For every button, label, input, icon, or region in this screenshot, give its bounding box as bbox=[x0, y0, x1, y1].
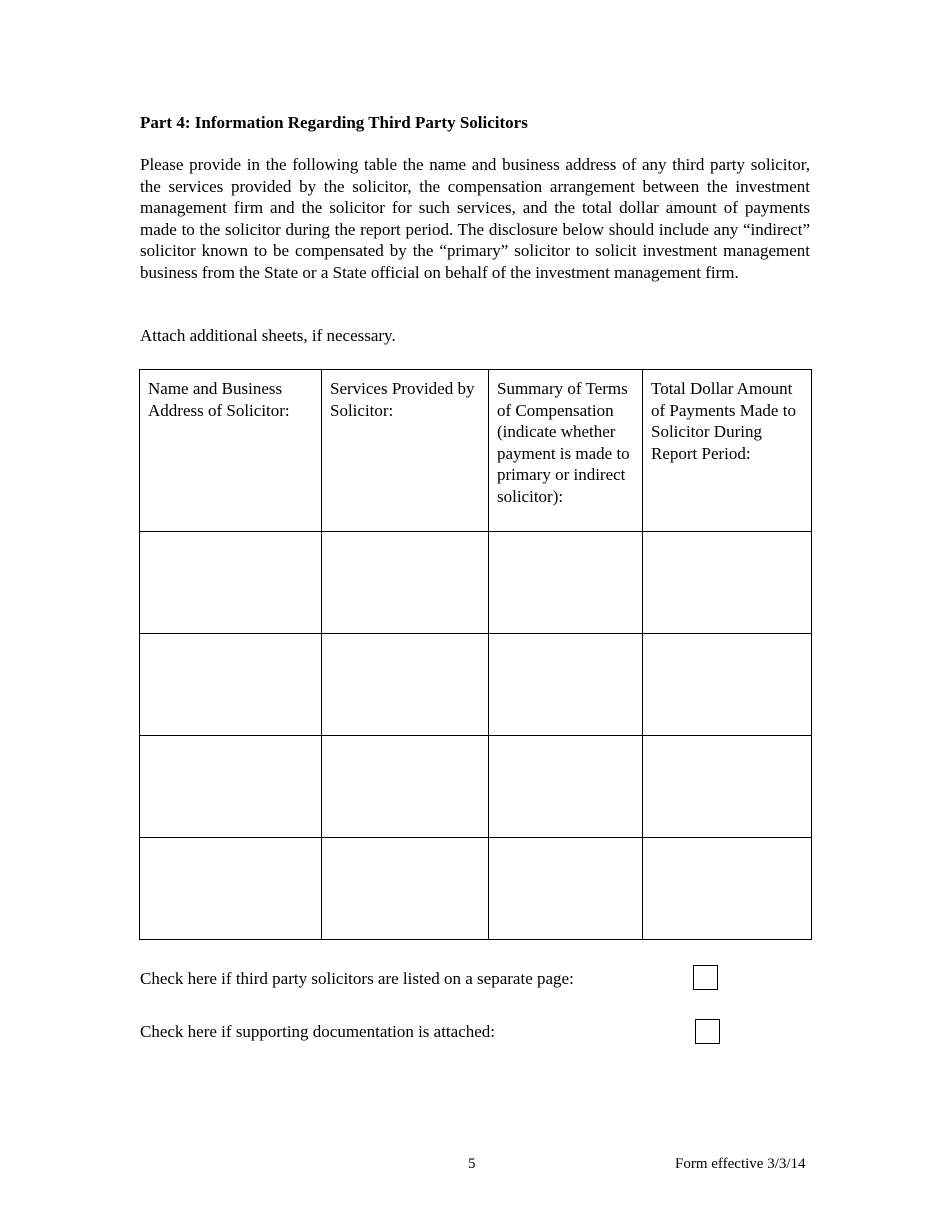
attach-note: Attach additional sheets, if necessary. bbox=[140, 326, 396, 345]
cell-name-address[interactable] bbox=[140, 838, 322, 940]
cell-services[interactable] bbox=[322, 532, 489, 634]
header-compensation-terms: Summary of Terms of Compensation (indicate whether payment is made to primary or indirect solicitor): bbox=[489, 370, 643, 532]
table-row bbox=[140, 736, 812, 838]
cell-compensation-terms[interactable] bbox=[489, 736, 643, 838]
intro-paragraph: Please provide in the following table the name and business address of any third party solicitor, the services provided by the solicitor, the compensation arrangement between the investment management firm and the solicitor for such services, and the total dollar amount of payments made to the solicitor during the report period. The disclosure below should include any “indirect” solicitor known to be compensated by the “primary” solicitor to solicit investment management business from the State or a State official on behalf of the investment management firm. bbox=[140, 155, 810, 282]
cell-compensation-terms[interactable] bbox=[489, 634, 643, 736]
separate-page-checkbox[interactable] bbox=[693, 965, 718, 990]
page-number: 5 bbox=[468, 1156, 476, 1172]
cell-total-payments[interactable] bbox=[643, 532, 812, 634]
supporting-docs-check-label: Check here if supporting documentation is attached: bbox=[140, 1022, 496, 1041]
cell-total-payments[interactable] bbox=[643, 838, 812, 940]
header-services: Services Provided by Solicitor: bbox=[322, 370, 489, 532]
cell-name-address[interactable] bbox=[140, 634, 322, 736]
header-name-address: Name and Business Address of Solicitor: bbox=[140, 370, 322, 532]
supporting-docs-checkbox[interactable] bbox=[695, 1019, 720, 1044]
cell-services[interactable] bbox=[322, 736, 489, 838]
cell-compensation-terms[interactable] bbox=[489, 838, 643, 940]
table-row bbox=[140, 532, 812, 634]
header-total-payments: Total Dollar Amount of Payments Made to Solicitor During Report Period: bbox=[643, 370, 812, 532]
table-row bbox=[140, 838, 812, 940]
solicitor-table bbox=[139, 369, 812, 940]
cell-total-payments[interactable] bbox=[643, 634, 812, 736]
cell-compensation-terms[interactable] bbox=[489, 532, 643, 634]
cell-name-address[interactable] bbox=[140, 532, 322, 634]
section-heading: Part 4: Information Regarding Third Party Solicitors bbox=[140, 113, 528, 132]
form-effective-date: Form effective 3/3/14 bbox=[675, 1156, 806, 1172]
table-row bbox=[140, 634, 812, 736]
cell-services[interactable] bbox=[322, 634, 489, 736]
cell-name-address[interactable] bbox=[140, 736, 322, 838]
table-header-row bbox=[140, 370, 812, 532]
separate-page-check-label: Check here if third party solicitors are listed on a separate page: bbox=[140, 969, 574, 988]
cell-services[interactable] bbox=[322, 838, 489, 940]
cell-total-payments[interactable] bbox=[643, 736, 812, 838]
